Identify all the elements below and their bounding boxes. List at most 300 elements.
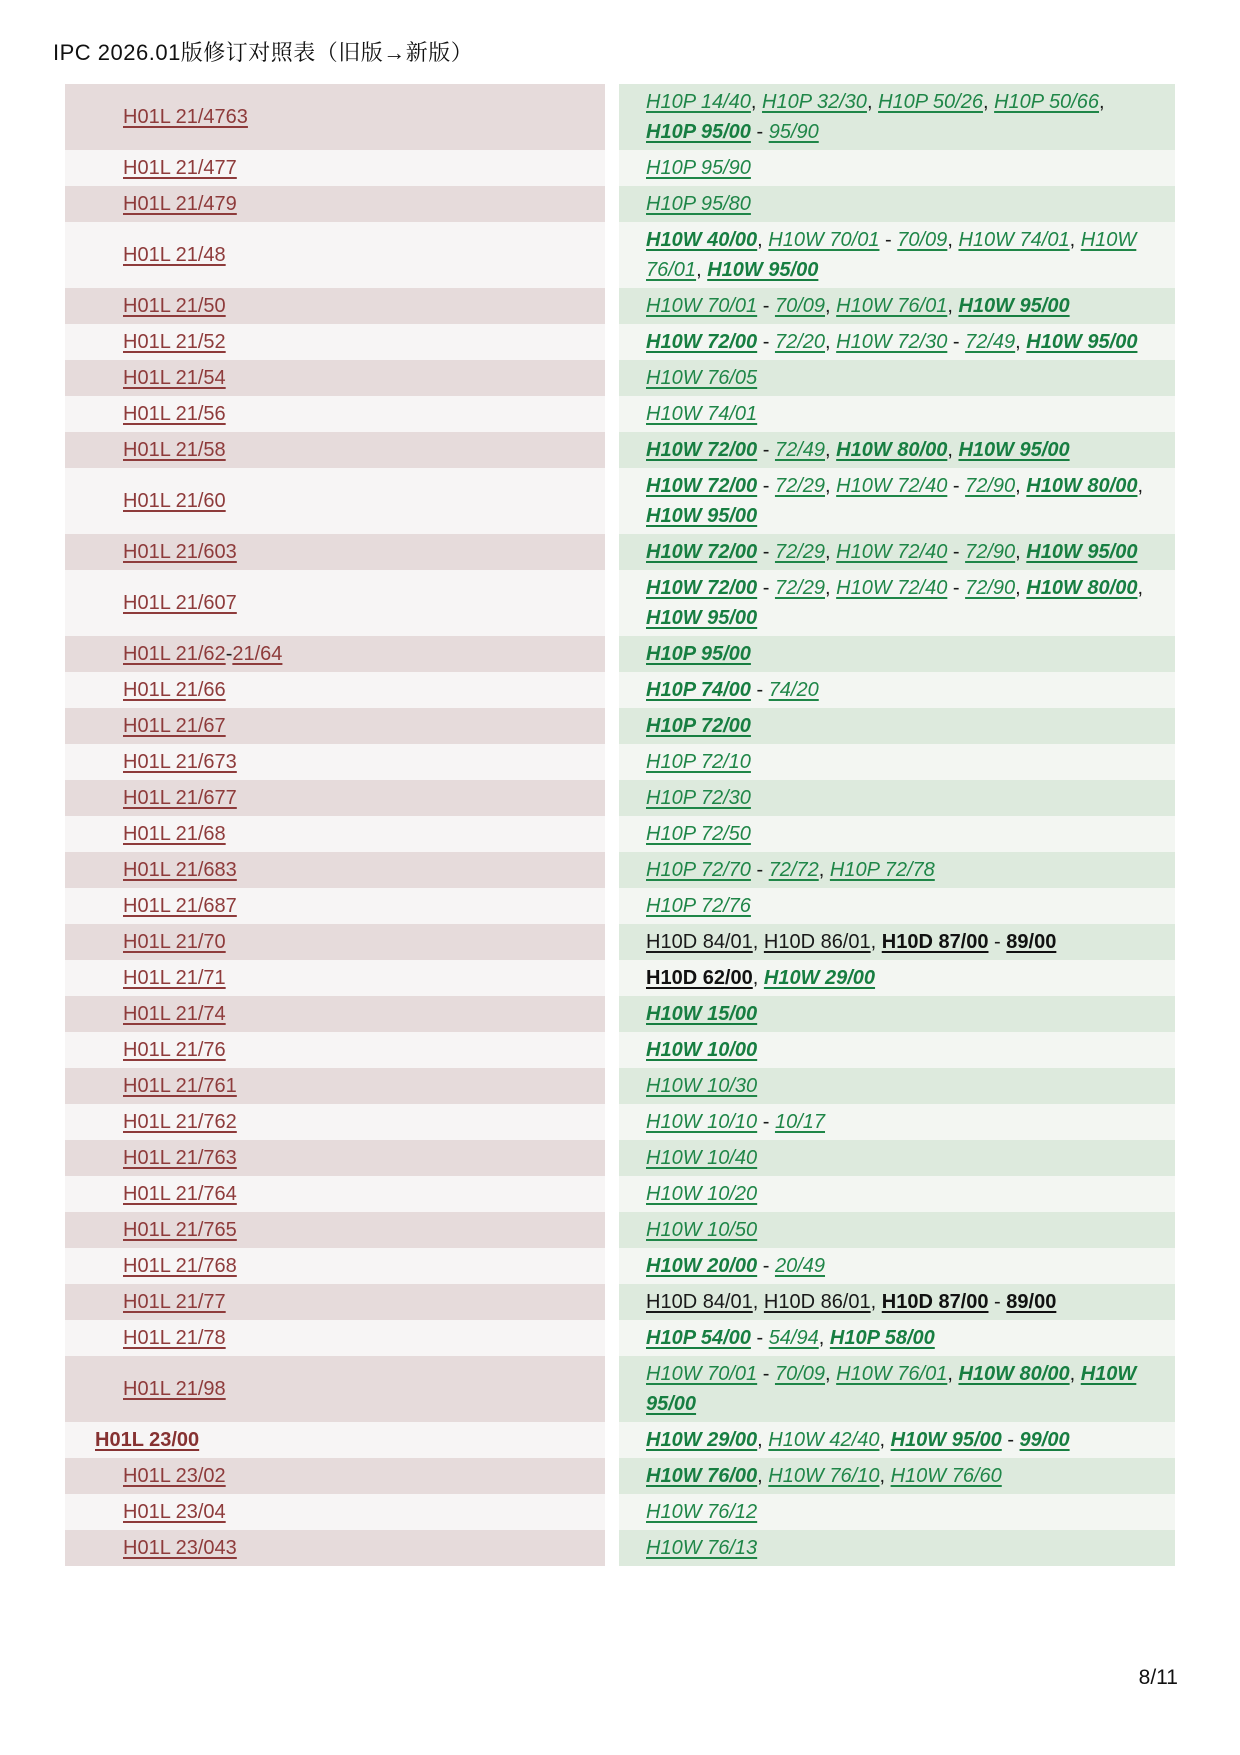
new-ipc-code-link[interactable]: 74/20 [768, 679, 819, 701]
separator-text: - [757, 295, 775, 317]
old-code-cell [65, 84, 605, 150]
new-code-cell [619, 744, 1175, 780]
new-ipc-code-link[interactable]: H10W 72/40 [836, 475, 948, 497]
new-ipc-code-link[interactable]: H10D 84/01 [646, 1291, 753, 1313]
separator-text: - [750, 679, 769, 701]
new-ipc-code-link[interactable]: H10W 76/60 [890, 1465, 1002, 1487]
new-ipc-code-link[interactable]: H10W 72/30 [836, 331, 948, 353]
old-code-cell [65, 324, 605, 360]
new-ipc-code-link[interactable]: H10W 80/00 [958, 1363, 1070, 1385]
new-ipc-code-link[interactable]: 95/90 [768, 121, 819, 143]
old-ipc-code-link[interactable]: H01L 21/762 [123, 1111, 237, 1133]
new-code-cell [619, 852, 1175, 888]
old-ipc-code-link[interactable]: H01L 21/78 [123, 1327, 226, 1349]
old-ipc-code-link[interactable]: H01L 21/479 [123, 193, 237, 215]
old-ipc-code-link[interactable]: H01L 21/62 [123, 643, 226, 665]
separator-text: - [757, 541, 775, 563]
old-ipc-code-link[interactable]: H01L 21/74 [123, 1003, 226, 1025]
new-ipc-code-link[interactable]: H10W 95/00 [646, 607, 758, 629]
new-code-cell [619, 222, 1175, 288]
new-ipc-code-link[interactable]: 72/90 [965, 475, 1016, 497]
new-ipc-code-link[interactable]: H10D 87/00 [881, 1291, 989, 1313]
new-code-cell [619, 672, 1175, 708]
column-gap [605, 996, 619, 1032]
table-row [65, 1104, 1175, 1140]
new-code-cell [619, 534, 1175, 570]
old-ipc-code-link[interactable]: H01L 21/765 [123, 1219, 237, 1241]
new-ipc-code-link[interactable]: H10W 95/00 [1026, 541, 1138, 563]
new-ipc-code-link[interactable]: 70/09 [774, 1363, 826, 1385]
old-code-cell [65, 186, 605, 222]
old-code-cell [65, 1458, 605, 1494]
column-gap [605, 1212, 619, 1248]
separator-text: , [757, 1465, 769, 1487]
new-ipc-code-link[interactable]: H10W 15/00 [646, 1003, 758, 1025]
new-code-cell [619, 186, 1175, 222]
new-ipc-code-link[interactable]: H10W 74/01 [646, 403, 758, 425]
old-ipc-code-link[interactable]: H01L 21/48 [123, 244, 226, 266]
new-ipc-code-link[interactable]: H10W 95/00 [890, 1429, 1002, 1451]
column-gap [605, 780, 619, 816]
column-gap [605, 816, 619, 852]
comparison-table [65, 84, 1175, 1566]
old-ipc-code-link[interactable]: H01L 21/54 [123, 367, 226, 389]
table-row [65, 1140, 1175, 1176]
separator-text: , [870, 931, 882, 953]
new-ipc-code-link[interactable]: H10W 10/50 [646, 1219, 758, 1241]
new-ipc-code-link[interactable]: H10P 72/78 [829, 859, 935, 881]
new-ipc-code-link[interactable]: H10P 74/00 [646, 679, 751, 701]
new-ipc-code-link[interactable]: 72/49 [774, 439, 826, 461]
table-row [65, 1032, 1175, 1068]
new-code-cell [619, 1356, 1175, 1422]
new-ipc-code-link[interactable]: H10P 72/30 [646, 787, 751, 809]
page-title: IPC 2026.01版修订对照表（旧版→新版） [53, 40, 474, 65]
new-ipc-code-link[interactable]: H10P 72/10 [646, 751, 751, 773]
separator-text: , [818, 1327, 830, 1349]
old-ipc-code-link[interactable]: H01L 21/60 [123, 490, 226, 512]
new-code-cell [619, 996, 1175, 1032]
old-ipc-code-link[interactable]: H01L 23/04 [123, 1501, 226, 1523]
separator-text: , [825, 1363, 837, 1385]
new-ipc-code-link[interactable]: H10W 72/40 [836, 577, 948, 599]
new-code-cell [619, 1458, 1175, 1494]
old-code-cell [65, 744, 605, 780]
column-gap [605, 150, 619, 186]
new-ipc-code-link[interactable]: H10P 72/50 [646, 823, 751, 845]
new-code-cell [619, 396, 1175, 432]
column-gap [605, 1140, 619, 1176]
new-ipc-code-link[interactable]: H10W 95/00 [646, 505, 758, 527]
separator-text: , [870, 1291, 882, 1313]
old-code-cell [65, 222, 605, 288]
new-ipc-code-link[interactable]: 72/49 [965, 331, 1016, 353]
new-ipc-code-link[interactable]: 72/29 [774, 577, 826, 599]
new-ipc-code-link[interactable]: H10W 80/00 [1026, 577, 1138, 599]
old-code-cell [65, 996, 605, 1032]
new-ipc-code-link[interactable]: H10W 95/00 [646, 1363, 1137, 1415]
new-ipc-code-link[interactable]: H10P 58/00 [829, 1327, 935, 1349]
new-ipc-code-link[interactable]: H10W 76/01 [836, 1363, 948, 1385]
table-row [65, 1458, 1175, 1494]
old-ipc-code-link[interactable]: H01L 21/687 [123, 895, 237, 917]
new-ipc-code-link[interactable]: H10W 70/01 [768, 229, 880, 251]
column-gap [605, 1356, 619, 1422]
separator-text: , [818, 859, 830, 881]
table-row [65, 1176, 1175, 1212]
separator-text: , [1069, 1363, 1081, 1385]
separator-text: , [696, 259, 708, 281]
table-row [65, 1284, 1175, 1320]
new-code-cell [619, 924, 1175, 960]
new-ipc-code-link[interactable]: H10W 70/01 [646, 1363, 758, 1385]
new-ipc-code-link[interactable]: H10W 20/00 [646, 1255, 758, 1277]
new-ipc-code-link[interactable]: 54/94 [768, 1327, 819, 1349]
old-ipc-code-link[interactable]: H01L 21/52 [123, 331, 226, 353]
separator-text: , [1015, 577, 1027, 599]
new-ipc-code-link[interactable]: H10W 29/00 [646, 1429, 758, 1451]
separator-text: , [1137, 577, 1144, 599]
new-ipc-code-link[interactable]: 89/00 [1006, 1291, 1057, 1313]
new-ipc-code-link[interactable]: H10P 54/00 [646, 1327, 751, 1349]
new-code-cell [619, 468, 1175, 534]
new-code-cell [619, 1494, 1175, 1530]
separator-text: - [225, 643, 233, 665]
new-ipc-code-link[interactable]: 89/00 [1006, 931, 1057, 953]
separator-text: , [1015, 331, 1027, 353]
new-ipc-code-link[interactable]: H10W 10/40 [646, 1147, 758, 1169]
table-row [65, 1356, 1175, 1422]
new-code-cell [619, 636, 1175, 672]
old-code-cell [65, 360, 605, 396]
old-code-cell [65, 396, 605, 432]
separator-text: , [1137, 475, 1144, 497]
new-code-cell [619, 960, 1175, 996]
new-ipc-code-link[interactable]: H10W 80/00 [1026, 475, 1138, 497]
new-ipc-code-link[interactable]: H10P 72/70 [646, 859, 751, 881]
separator-text: - [947, 331, 966, 353]
old-code-cell [65, 150, 605, 186]
new-code-cell [619, 1104, 1175, 1140]
new-code-cell [619, 1176, 1175, 1212]
old-ipc-code-link[interactable]: H01L 21/673 [123, 751, 237, 773]
new-ipc-code-link[interactable]: H10D 62/00 [646, 967, 753, 989]
table-row [65, 672, 1175, 708]
column-gap [605, 1458, 619, 1494]
old-code-cell [65, 1284, 605, 1320]
new-ipc-code-link[interactable]: H10W 72/00 [646, 439, 758, 461]
new-ipc-code-link[interactable]: H10W 72/00 [646, 541, 758, 563]
new-ipc-code-link[interactable]: H10D 84/01 [646, 931, 753, 953]
table-row [65, 396, 1175, 432]
old-code-cell [65, 432, 605, 468]
table-row [65, 816, 1175, 852]
table-row [65, 222, 1175, 288]
table-row [65, 1212, 1175, 1248]
old-code-cell [65, 1494, 605, 1530]
old-ipc-code-link[interactable]: H01L 21/71 [123, 967, 226, 989]
old-ipc-code-link[interactable]: H01L 21/67 [123, 715, 226, 737]
new-ipc-code-link[interactable]: H10W 74/01 [958, 229, 1070, 251]
old-code-cell [65, 636, 605, 672]
old-ipc-code-link[interactable]: H01L 21/66 [123, 679, 226, 701]
column-gap [605, 432, 619, 468]
new-ipc-code-link[interactable]: 72/90 [965, 541, 1016, 563]
new-ipc-code-link[interactable]: H10W 80/00 [836, 439, 948, 461]
new-ipc-code-link[interactable]: H10W 72/40 [836, 541, 948, 563]
old-ipc-code-link[interactable]: H01L 21/98 [123, 1378, 226, 1400]
separator-text: , [825, 439, 837, 461]
table-row [65, 1248, 1175, 1284]
new-ipc-code-link[interactable]: 72/72 [768, 859, 819, 881]
old-code-cell [65, 924, 605, 960]
new-ipc-code-link[interactable]: H10W 76/05 [646, 367, 758, 389]
new-ipc-code-link[interactable]: H10W 29/00 [763, 967, 876, 989]
new-ipc-code-link[interactable]: H10P 72/00 [646, 715, 751, 737]
new-ipc-code-link[interactable]: H10W 72/00 [646, 475, 758, 497]
column-gap [605, 1422, 619, 1458]
old-ipc-code-link[interactable]: H01L 21/68 [123, 823, 226, 845]
separator-text: , [866, 91, 879, 113]
column-gap [605, 84, 619, 150]
new-ipc-code-link[interactable]: H10W 95/00 [958, 439, 1070, 461]
old-code-cell [65, 1212, 605, 1248]
new-ipc-code-link[interactable]: H10W 76/10 [768, 1465, 880, 1487]
old-ipc-code-link[interactable]: H01L 21/603 [123, 541, 237, 563]
separator-text: , [750, 91, 763, 113]
column-gap [605, 852, 619, 888]
old-ipc-code-link[interactable]: H01L 21/50 [123, 295, 226, 317]
old-code-cell [65, 1032, 605, 1068]
new-code-cell [619, 1140, 1175, 1176]
table-row [65, 288, 1175, 324]
new-code-cell [619, 888, 1175, 924]
new-ipc-code-link[interactable]: H10W 42/40 [768, 1429, 880, 1451]
separator-text: - [879, 229, 898, 251]
column-gap [605, 324, 619, 360]
new-ipc-code-link[interactable]: 72/29 [774, 541, 826, 563]
separator-text: - [757, 1111, 775, 1133]
separator-text: , [1099, 91, 1105, 113]
table-row [65, 468, 1175, 534]
separator-text: - [757, 475, 775, 497]
new-ipc-code-link[interactable]: H10W 76/01 [646, 229, 1137, 281]
column-gap [605, 1284, 619, 1320]
new-ipc-code-link[interactable]: H10W 40/00 [646, 229, 758, 251]
table-row [65, 780, 1175, 816]
new-ipc-code-link[interactable]: H10P 50/26 [878, 91, 983, 113]
separator-text: - [750, 1327, 769, 1349]
table-row [65, 534, 1175, 570]
column-gap [605, 960, 619, 996]
table-row [65, 888, 1175, 924]
column-gap [605, 570, 619, 636]
table-row [65, 1422, 1175, 1458]
new-code-cell [619, 1284, 1175, 1320]
separator-text: - [757, 577, 775, 599]
column-gap [605, 744, 619, 780]
separator-text: , [825, 577, 837, 599]
separator-text: - [947, 475, 966, 497]
new-ipc-code-link[interactable]: H10D 87/00 [881, 931, 989, 953]
new-ipc-code-link[interactable]: H10W 10/30 [646, 1075, 758, 1097]
separator-text: - [757, 439, 775, 461]
separator-text: , [982, 91, 995, 113]
new-ipc-code-link[interactable]: H10P 50/66 [994, 91, 1099, 113]
new-ipc-code-link[interactable]: 20/49 [774, 1255, 826, 1277]
separator-text: - [750, 859, 769, 881]
new-ipc-code-link[interactable]: H10W 72/00 [646, 331, 758, 353]
separator-text: , [947, 439, 959, 461]
new-ipc-code-link[interactable]: H10W 10/20 [646, 1183, 758, 1205]
new-ipc-code-link[interactable]: H10P 32/30 [762, 91, 867, 113]
old-code-cell [65, 1422, 605, 1458]
separator-text: , [825, 295, 837, 317]
new-ipc-code-link[interactable]: H10W 76/12 [646, 1501, 758, 1523]
new-code-cell [619, 1068, 1175, 1104]
old-ipc-code-link[interactable]: H01L 21/683 [123, 859, 237, 881]
table-row [65, 744, 1175, 780]
table-row [65, 924, 1175, 960]
new-ipc-code-link[interactable]: H10W 70/01 [646, 295, 758, 317]
new-ipc-code-link[interactable]: 10/17 [774, 1111, 826, 1133]
column-gap [605, 1104, 619, 1140]
new-ipc-code-link[interactable]: 70/09 [774, 295, 826, 317]
column-gap [605, 1068, 619, 1104]
old-code-cell [65, 672, 605, 708]
old-code-cell [65, 1068, 605, 1104]
new-code-cell [619, 150, 1175, 186]
new-code-cell [619, 1320, 1175, 1356]
table-row [65, 150, 1175, 186]
old-ipc-code-link[interactable]: H01L 21/4763 [123, 106, 248, 128]
new-ipc-code-link[interactable]: H10P 95/00 [646, 643, 751, 665]
old-code-cell [65, 1320, 605, 1356]
column-gap [605, 288, 619, 324]
new-code-cell [619, 816, 1175, 852]
new-ipc-code-link[interactable]: H10P 72/76 [646, 895, 751, 917]
new-code-cell [619, 708, 1175, 744]
old-ipc-code-link[interactable]: H01L 23/043 [123, 1537, 237, 1559]
separator-text: - [750, 121, 769, 143]
new-ipc-code-link[interactable]: 70/09 [897, 229, 948, 251]
old-code-cell [65, 1140, 605, 1176]
new-code-cell [619, 1248, 1175, 1284]
new-code-cell [619, 1530, 1175, 1566]
old-ipc-code-link[interactable]: H01L 21/677 [123, 787, 237, 809]
new-code-cell [619, 288, 1175, 324]
separator-text: , [947, 229, 959, 251]
old-ipc-code-link[interactable]: H01L 21/58 [123, 439, 226, 461]
old-code-cell [65, 288, 605, 324]
old-ipc-code-link[interactable]: H01L 21/607 [123, 592, 237, 614]
new-ipc-code-link[interactable]: H10W 95/00 [1026, 331, 1138, 353]
old-ipc-code-link[interactable]: H01L 23/00 [95, 1429, 200, 1451]
new-ipc-code-link[interactable]: H10P 14/40 [646, 91, 751, 113]
column-gap [605, 672, 619, 708]
separator-text: - [947, 577, 966, 599]
old-ipc-code-link[interactable]: H01L 21/477 [123, 157, 237, 179]
column-gap [605, 888, 619, 924]
column-gap [605, 1176, 619, 1212]
table-row [65, 1530, 1175, 1566]
old-ipc-code-link[interactable]: H01L 21/70 [123, 931, 226, 953]
new-ipc-code-link[interactable]: 99/00 [1019, 1429, 1070, 1451]
old-ipc-code-link[interactable]: H01L 21/76 [123, 1039, 226, 1061]
column-gap [605, 222, 619, 288]
separator-text: - [757, 331, 775, 353]
new-ipc-code-link[interactable]: H10W 95/00 [707, 259, 819, 281]
separator-text: - [988, 1291, 1007, 1313]
old-code-cell [65, 816, 605, 852]
old-code-cell [65, 570, 605, 636]
column-gap [605, 1530, 619, 1566]
new-ipc-code-link[interactable]: H10D 86/01 [763, 1291, 871, 1313]
old-code-cell [65, 852, 605, 888]
new-ipc-code-link[interactable]: H10D 86/01 [763, 931, 871, 953]
new-ipc-code-link[interactable]: H10W 10/10 [646, 1111, 758, 1133]
separator-text: , [752, 1291, 764, 1313]
separator-text: - [1001, 1429, 1020, 1451]
new-ipc-code-link[interactable]: H10W 95/00 [958, 295, 1070, 317]
old-ipc-code-link[interactable]: 21/64 [232, 643, 283, 665]
old-ipc-code-link[interactable]: H01L 21/768 [123, 1255, 237, 1277]
column-gap [605, 1494, 619, 1530]
new-ipc-code-link[interactable]: H10W 76/01 [836, 295, 948, 317]
old-ipc-code-link[interactable]: H01L 21/763 [123, 1147, 237, 1169]
separator-text: - [757, 1255, 775, 1277]
new-ipc-code-link[interactable]: 72/90 [965, 577, 1016, 599]
column-gap [605, 396, 619, 432]
new-ipc-code-link[interactable]: H10W 76/00 [646, 1465, 758, 1487]
column-gap [605, 534, 619, 570]
old-code-cell [65, 960, 605, 996]
column-gap [605, 708, 619, 744]
old-ipc-code-link[interactable]: H01L 21/77 [123, 1291, 226, 1313]
table-row [65, 1494, 1175, 1530]
old-code-cell [65, 1104, 605, 1140]
separator-text: - [757, 1363, 775, 1385]
new-code-cell [619, 360, 1175, 396]
new-ipc-code-link[interactable]: H10W 76/13 [646, 1537, 758, 1559]
new-code-cell [619, 84, 1175, 150]
old-code-cell [65, 468, 605, 534]
new-ipc-code-link[interactable]: H10P 95/00 [646, 121, 751, 143]
old-ipc-code-link[interactable]: H01L 23/02 [123, 1465, 226, 1487]
column-gap [605, 924, 619, 960]
old-code-cell [65, 1356, 605, 1422]
new-code-cell [619, 1212, 1175, 1248]
new-code-cell [619, 324, 1175, 360]
new-ipc-code-link[interactable]: H10W 10/00 [646, 1039, 758, 1061]
old-code-cell [65, 1176, 605, 1212]
new-ipc-code-link[interactable]: 72/20 [774, 331, 826, 353]
column-gap [605, 1248, 619, 1284]
old-ipc-code-link[interactable]: H01L 21/761 [123, 1075, 237, 1097]
table-row [65, 708, 1175, 744]
column-gap [605, 636, 619, 672]
new-ipc-code-link[interactable]: 72/29 [774, 475, 826, 497]
new-ipc-code-link[interactable]: H10W 72/00 [646, 577, 758, 599]
new-ipc-code-link[interactable]: H10P 95/90 [646, 157, 751, 179]
new-code-cell [619, 1032, 1175, 1068]
table-row [65, 852, 1175, 888]
old-ipc-code-link[interactable]: H01L 21/56 [123, 403, 226, 425]
table-row [65, 570, 1175, 636]
new-ipc-code-link[interactable]: H10P 95/80 [646, 193, 751, 215]
column-gap [605, 468, 619, 534]
old-ipc-code-link[interactable]: H01L 21/764 [123, 1183, 237, 1205]
